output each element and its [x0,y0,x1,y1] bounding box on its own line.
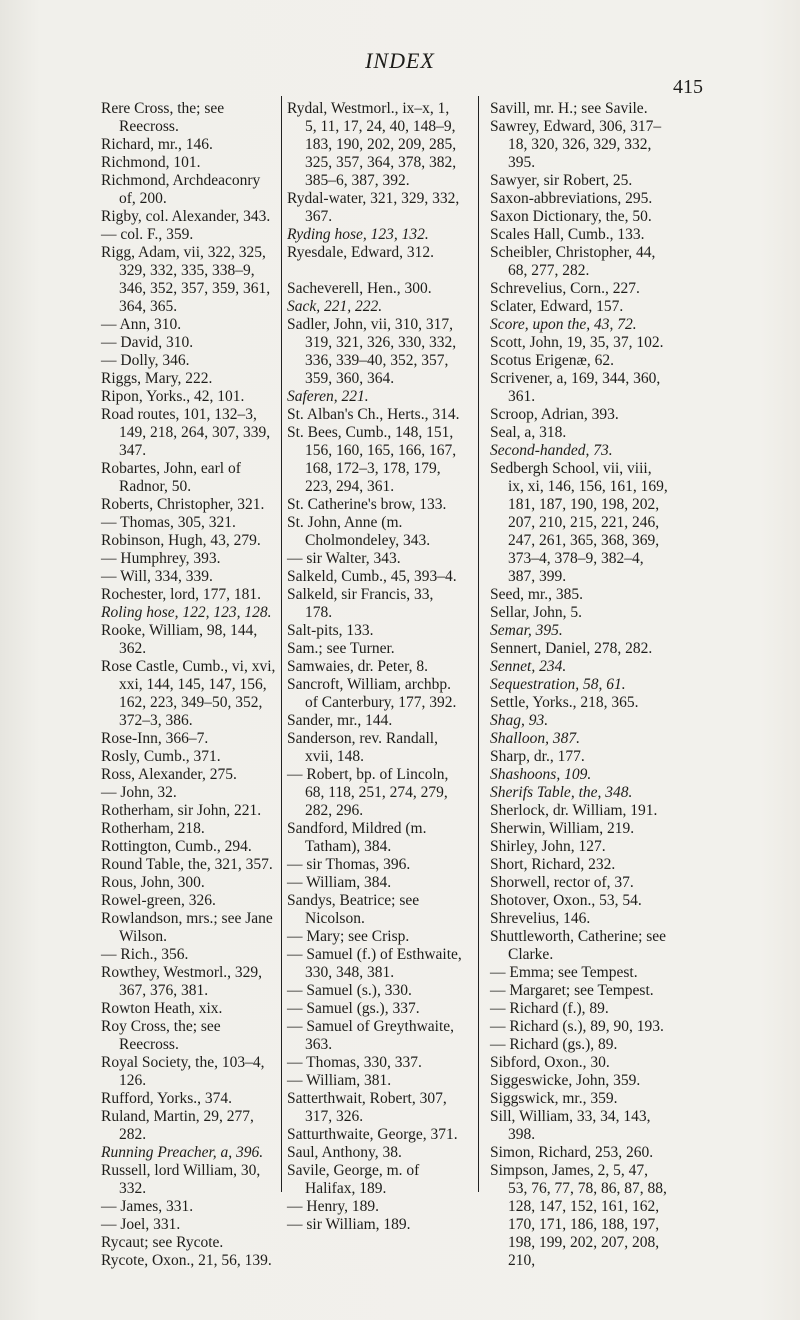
index-entry: — William, 381. [287,1072,392,1089]
index-entry: St. Bees, Cumb., 148, 151, 156, 160, 165, 166, 167, 168, 172–3, 178, 179, 223, 294, 361. [287,424,457,495]
index-entry: Riggs, Mary, 222. [101,370,213,387]
index-entry: Robinson, Hugh, 43, 279. [101,532,261,549]
index-entry: Rosly, Cumb., 371. [101,748,221,765]
index-entry: Sharp, dr., 177. [490,748,585,765]
index-entry: Saul, Anthony, 38. [287,1144,402,1161]
index-entry: — Samuel (s.), 330. [287,982,412,999]
index-entry: Shashoons, 109. [490,766,592,783]
index-entry: Sandford, Mildred (m. Tatham), 384. [287,820,427,855]
index-entry: St. Catherine's brow, 133. [287,496,447,513]
index-entry: Scales Hall, Cumb., 133. [490,226,645,243]
index-entry: Rous, John, 300. [101,874,205,891]
index-entry: — Richard (f.), 89. [490,1000,609,1017]
index-entry: Rose Castle, Cumb., vi, xvi, xxi, 144, 145, 147, 156, 162, 223, 349–50, 352, 372–3, 386. [101,658,276,729]
index-entry: Settle, Yorks., 218, 365. [490,694,639,711]
index-entry: — Emma; see Tempest. [490,964,638,981]
index-entry: Robartes, John, earl of Radnor, 50. [101,460,241,495]
index-entry: Sam.; see Turner. [287,640,395,657]
index-entry: — Rich., 356. [101,946,189,963]
index-entry: — Margaret; see Tempest. [490,982,654,999]
index-entry: — Richard (gs.), 89. [490,1036,618,1053]
index-entry: Sander, mr., 144. [287,712,393,729]
index-entry: Running Preacher, a, 396. [101,1144,264,1161]
index-entry: Sacheverell, Hen., 300. [287,280,432,297]
index-entry: Scheibler, Christopher, 44, 68, 277, 282. [490,244,656,279]
index-entry: Salt-pits, 133. [287,622,374,639]
index-entry: Simon, Richard, 253, 260. [490,1144,654,1161]
index-entry: Sanderson, rev. Randall, xvii, 148. [287,730,438,765]
index-entry: Shirley, John, 127. [490,838,606,855]
index-entry: — sir Thomas, 396. [287,856,411,873]
index-entry: — Robert, bp. of Lincoln, 68, 118, 251, 274, 279, 282, 296. [287,766,449,819]
index-entry: Sancroft, William, archbp. of Canterbury, 177, 392. [287,676,457,711]
index-entry: Siggswick, mr., 359. [490,1090,618,1107]
index-entry: — John, 32. [101,784,177,801]
index-entry: Short, Richard, 232. [490,856,616,873]
index-entry: — Dolly, 346. [101,352,190,369]
index-entry: Rowlandson, mrs.; see Jane Wilson. [101,910,273,945]
index-entry: Round Table, the, 321, 357. [101,856,273,873]
index-entry: — sir William, 189. [287,1216,411,1233]
index-entry: Sennert, Daniel, 278, 282. [490,640,653,657]
index-entry: Sclater, Edward, 157. [490,298,624,315]
index-entry: — Henry, 189. [287,1198,379,1215]
index-entry: — Samuel (f.) of Esthwaite, 330, 348, 381. [287,946,462,981]
index-entry: Roling hose, 122, 123, 128. [101,604,272,621]
page-header-title: INDEX [365,48,435,73]
index-column-right [490,100,668,1270]
index-entry: — Mary; see Crisp. [287,928,410,945]
index-entry: Sibford, Oxon., 30. [490,1054,610,1071]
index-entry: Saferen, 221. [287,388,369,405]
index-entry: Schrevelius, Corn., 227. [490,280,640,297]
index-entry: Shalloon, 387. [490,730,580,747]
index-entry: Satturthwaite, George, 371. [287,1126,458,1143]
index-entry: — James, 331. [101,1198,194,1215]
index-entry: — Thomas, 330, 337. [287,1054,422,1071]
index-entry: Simpson, James, 2, 5, 47, 53, 76, 77, 78, 86, 87, 88, 128, 147, 152, 161, 162, 170, 171, 186, 188, 197, 198, 199, 202, 207, 208, 210, [490,1162,667,1269]
index-entry: Scott, John, 19, 35, 37, 102. [490,334,664,351]
index-entry: Rigg, Adam, vii, 322, 325, 329, 332, 335, 338–9, 346, 352, 357, 359, 361, 364, 365. [101,244,271,315]
index-entry: Shotover, Oxon., 53, 54. [490,892,642,909]
index-entry: Ryesdale, Edward, 312. [287,244,435,261]
index-entry: Rycote, Oxon., 21, 56, 139. [101,1252,272,1269]
index-entry: Score, upon the, 43, 72. [490,316,637,333]
index-entry: Rufford, Yorks., 374. [101,1090,233,1107]
index-entry: Sandys, Beatrice; see Nicolson. [287,892,420,927]
index-entry: Samwaies, dr. Peter, 8. [287,658,429,675]
column-divider [478,96,479,1192]
index-entry: Shuttleworth, Catherine; see Clarke. [490,928,667,963]
index-entry: Rotherham, 218. [101,820,205,837]
index-entry: Rottington, Cumb., 294. [101,838,252,855]
index-entry: Richmond, Archdeaconry of, 200. [101,172,261,207]
index-column-left [101,100,279,1270]
index-entry: Scroop, Adrian, 393. [490,406,619,423]
index-entry: Second-handed, 73. [490,442,613,459]
index-entry: Rowthey, Westmorl., 329, 367, 376, 381. [101,964,263,999]
index-entry: Rotherham, sir John, 221. [101,802,262,819]
index-entry: — col. F., 359. [101,226,194,243]
index-entry: Sennet, 234. [490,658,567,675]
index-entry: — William, 384. [287,874,392,891]
index-entry: — Joel, 331. [101,1216,181,1233]
index-entry: Seal, a, 318. [490,424,567,441]
index-entry: Seed, mr., 385. [490,586,583,603]
index-entry: Ripon, Yorks., 42, 101. [101,388,245,405]
index-entry: Shorwell, rector of, 37. [490,874,634,891]
index-entry: Rooke, William, 98, 144, 362. [101,622,258,657]
index-entry: Salkeld, Cumb., 45, 393–4. [287,568,457,585]
index-entry: — Thomas, 305, 321. [101,514,236,531]
index-entry: Richmond, 101. [101,154,201,171]
index-entry: Sadler, John, vii, 310, 317, 319, 321, 326, 330, 332, 336, 339–40, 352, 357, 359, 360, 364. [287,316,457,387]
index-entry: Rydal-water, 321, 329, 332, 367. [287,190,460,225]
index-entry: Russell, lord William, 30, 332. [101,1162,261,1197]
index-entry: Ruland, Martin, 29, 277, 282. [101,1108,254,1143]
index-entry: — David, 310. [101,334,194,351]
index-entry: Sawyer, sir Robert, 25. [490,172,633,189]
index-entry: Sherlock, dr. William, 191. [490,802,658,819]
index-entry: Royal Society, the, 103–4, 126. [101,1054,265,1089]
index-entry: Sequestration, 58, 61. [490,676,626,693]
index-entry: Savill, mr. H.; see Savile. [490,100,648,117]
index-entry: Semar, 395. [490,622,563,639]
index-entry: — sir Walter, 343. [287,550,401,567]
index-entry: — Humphrey, 393. [101,550,221,567]
index-entry: Road routes, 101, 132–3, 149, 218, 264, 307, 339, 347. [101,406,271,459]
index-entry: Sack, 221, 222. [287,298,383,315]
index-entry: Scrivener, a, 169, 344, 360, 361. [490,370,661,405]
index-entry: — Samuel of Greythwaite, 363. [287,1018,455,1053]
index-column-middle [287,100,463,1234]
index-entry: Salkeld, sir Francis, 33, 178. [287,586,434,621]
index-entry: Roberts, Christopher, 321. [101,496,265,513]
index-entry: — Samuel (gs.), 337. [287,1000,420,1017]
index-entry: Rigby, col. Alexander, 343. [101,208,271,225]
index-entry: Rydal, Westmorl., ix–x, 1, 5, 11, 17, 24, 40, 148–9, 183, 190, 202, 209, 285, 325, 357, 364, 378, 382, 385–6, 387, 392. [287,100,457,189]
index-entry: Scotus Erigenæ, 62. [490,352,614,369]
index-entry: Rose-Inn, 366–7. [101,730,209,747]
index-entry: Saxon-abbreviations, 295. [490,190,653,207]
index-entry: Shrevelius, 146. [490,910,591,927]
page-number: 415 [673,76,703,98]
index-entry: Richard, mr., 146. [101,136,213,153]
column-divider [281,96,282,1192]
index-entry: Sawrey, Edward, 306, 317–18, 320, 326, 329, 332, 395. [490,118,662,171]
index-entry: St. John, Anne (m. Cholmondeley, 343. [287,514,431,549]
index-entry: — Ann, 310. [101,316,182,333]
index-entry: Sherwin, William, 219. [490,820,635,837]
index-entry: Rere Cross, the; see Reecross. [101,100,225,135]
index-entry: Roy Cross, the; see Reecross. [101,1018,221,1053]
index-entry: Saxon Dictionary, the, 50. [490,208,652,225]
index-entry: St. Alban's Ch., Herts., 314. [287,406,460,423]
index-entry: Sill, William, 33, 34, 143, 398. [490,1108,651,1143]
index-entry: Sellar, John, 5. [490,604,582,621]
index-entry: Rycaut; see Rycote. [101,1234,224,1251]
index-entry: Savile, George, m. of Halifax, 189. [287,1162,420,1197]
index-entry: — Richard (s.), 89, 90, 193. [490,1018,664,1035]
index-entry: — Will, 334, 339. [101,568,213,585]
index-entry: Rowel-green, 326. [101,892,216,909]
index-entry: Rochester, lord, 177, 181. [101,586,261,603]
index-entry: Siggeswicke, John, 359. [490,1072,641,1089]
index-entry: Rowton Heath, xix. [101,1000,223,1017]
index-entry: Satterthwait, Robert, 307, 317, 326. [287,1090,447,1125]
index-entry: Ryding hose, 123, 132. [287,226,429,243]
index-entry: Ross, Alexander, 275. [101,766,237,783]
index-entry: Sedbergh School, vii, viii, ix, xi, 146, 156, 161, 169, 181, 187, 190, 198, 202, 207, 210, 215, 221, 246, 247, 261, 365, 368, 369, 373–4, 378–9, 382–4, 387, 399. [490,460,668,585]
index-entry: Shag, 93. [490,712,549,729]
index-entry: Sherifs Table, the, 348. [490,784,633,801]
